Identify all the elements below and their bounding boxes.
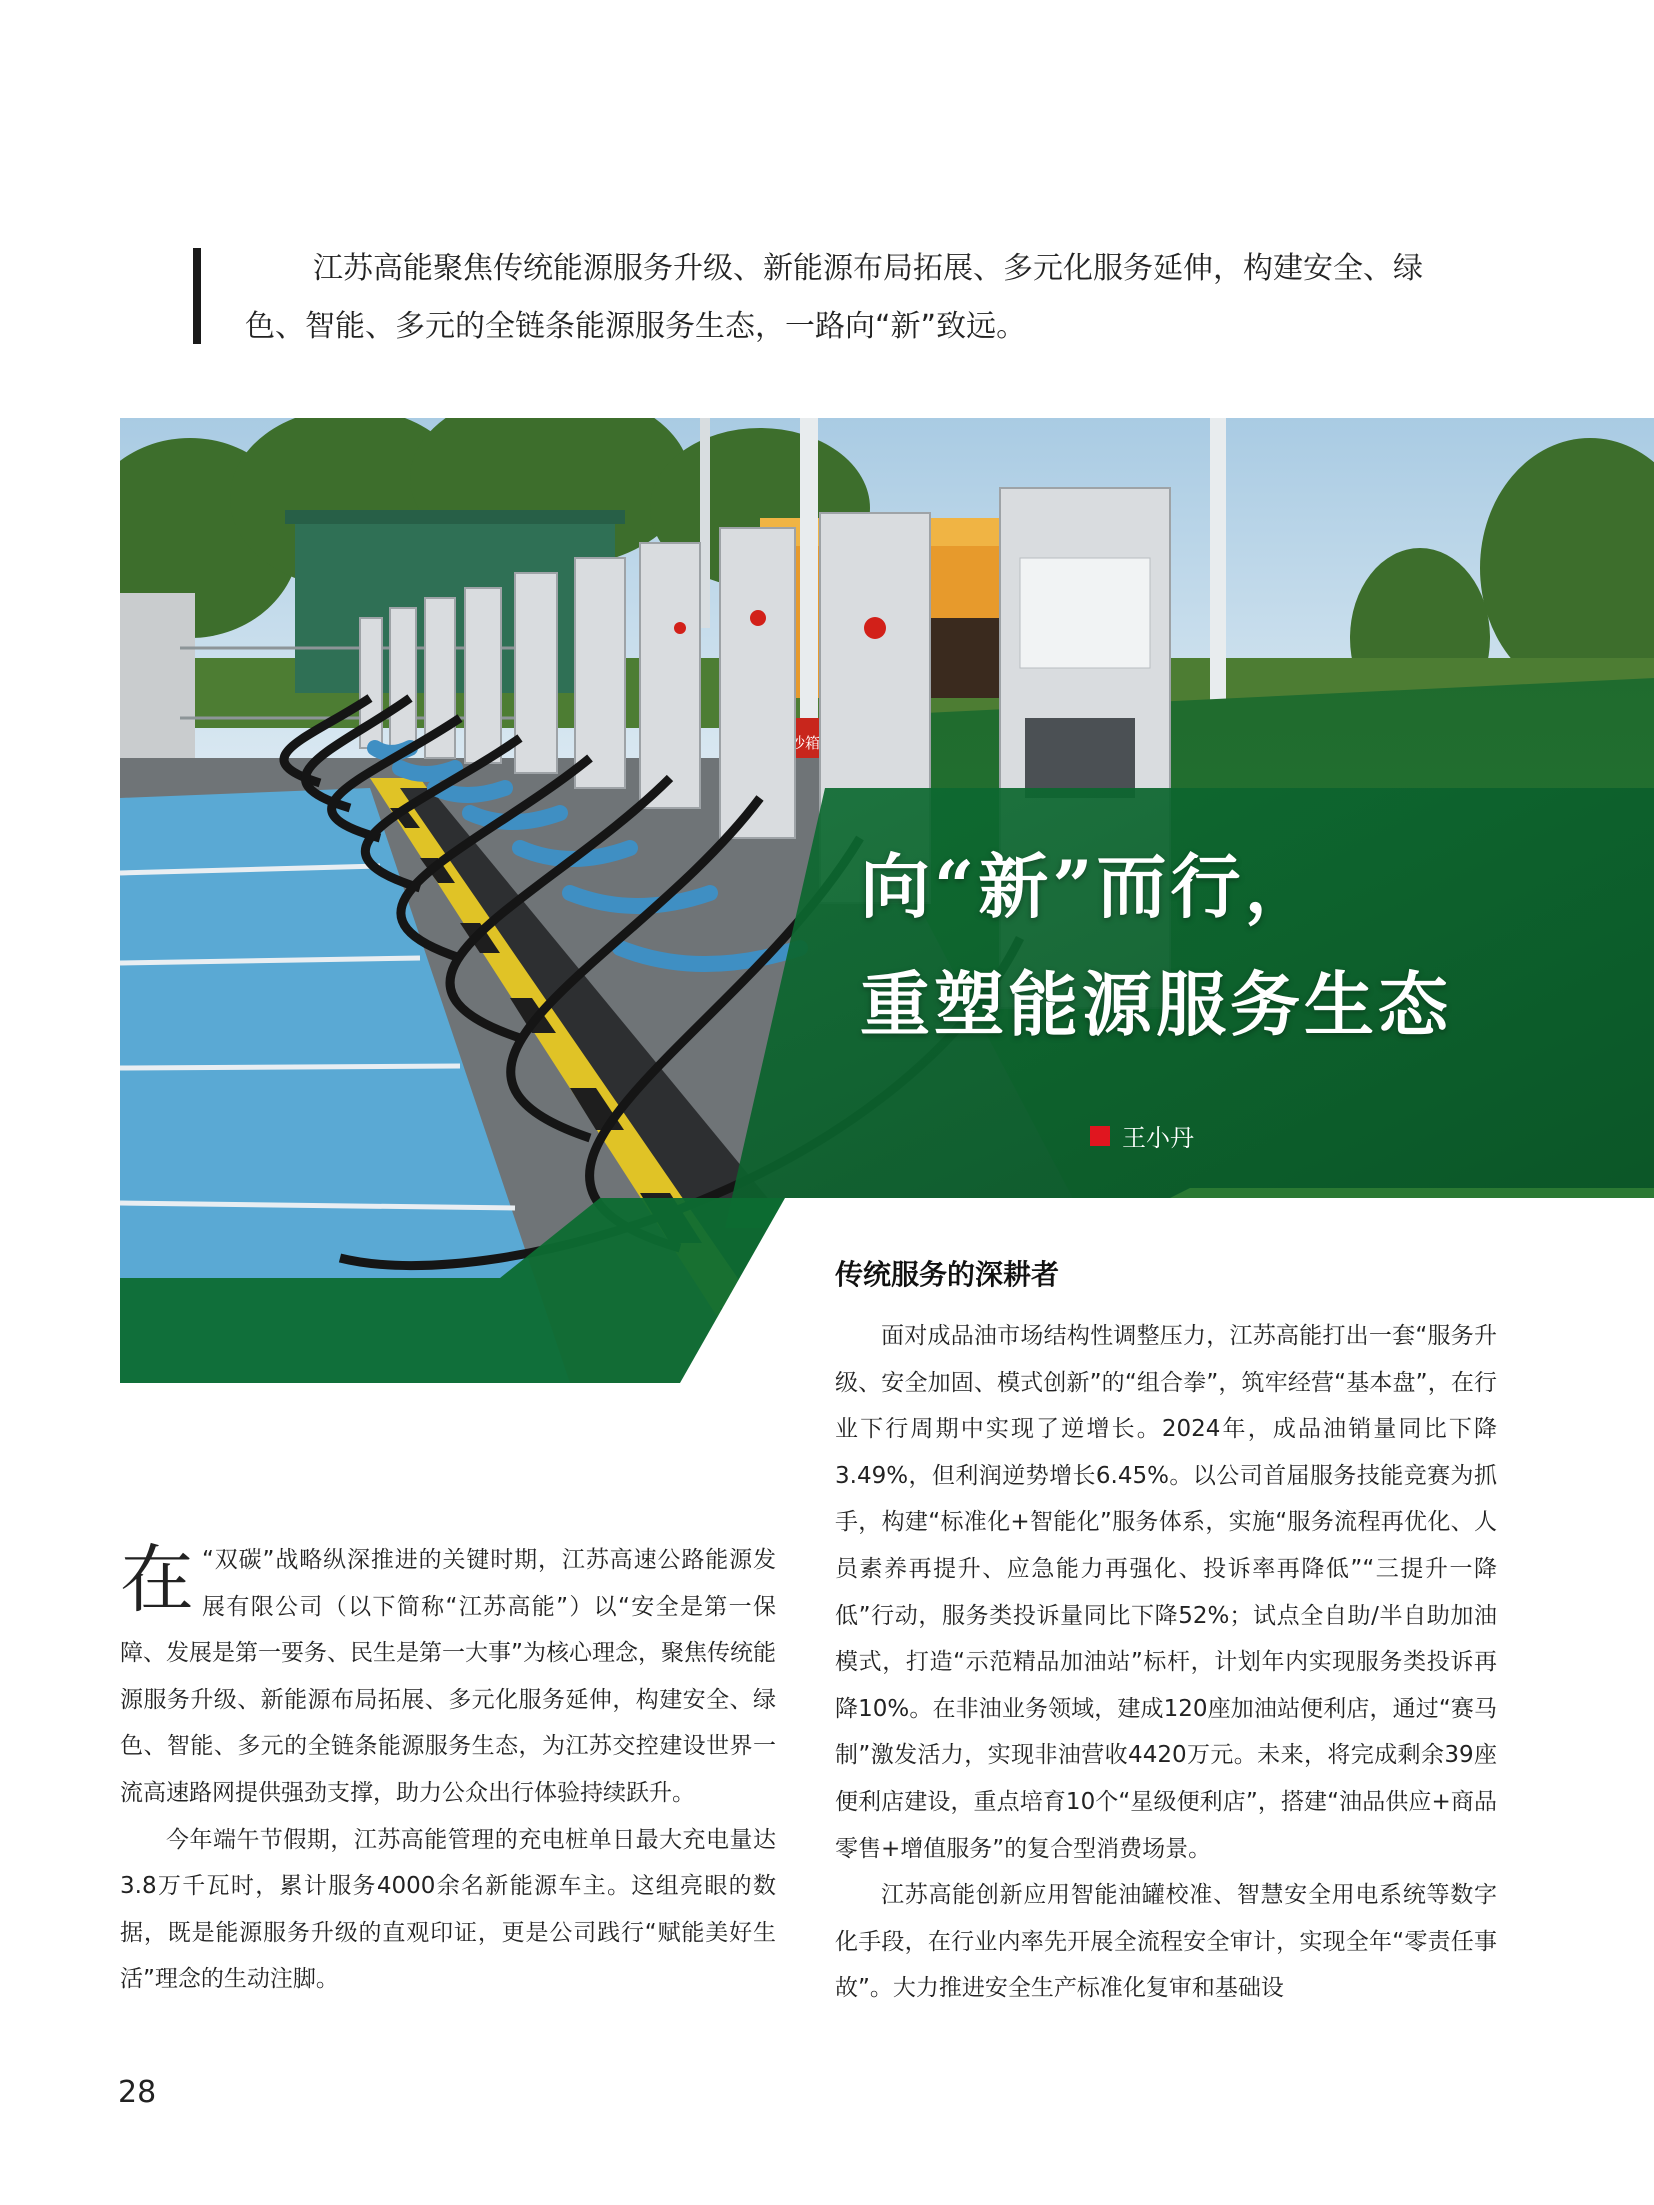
intro-text: “双碳”战略纵深推进的关键时期，江苏高速公路能源发展有限公司（以下简称“江苏高能”）以“安全是第一保障、发展是第一要务、民生是第一大事”为核心理念，聚焦传统能源服务升级、新能源布局拓展、多元化服务延伸，构建安全、绿色、智能、多元的全链条能源服务生态，为江苏交控建设世界一流高速路网提供强劲支撑，助力公众出行体验持续跃升。 <box>120 1547 776 1806</box>
paragraph-2: 今年端午节假期，江苏高能管理的充电桩单日最大充电量达3.8万千瓦时，累计服务4000余名新能源车主。这组亮眼的数据，既是能源服务升级的直观印证，更是公司践行“赋能美好生活”理念的生动注脚。 <box>120 1826 776 1993</box>
title-line-2: 重塑能源服务生态 <box>860 963 1452 1046</box>
lead-paragraph <box>245 240 1435 356</box>
lead-bar <box>193 248 201 344</box>
red-square-icon <box>1090 1126 1110 1146</box>
intro-paragraph <box>120 1537 776 1817</box>
title-line-1: 向“新”而行， <box>860 845 1319 928</box>
author-byline <box>1090 1118 1194 1153</box>
left-column <box>120 1537 776 2003</box>
lead-text: 江苏高能聚焦传统能源服务升级、新能源布局拓展、多元化服务延伸，构建安全、绿色、智能、多元的全链条能源服务生态，一路向“新”致远。 <box>245 251 1423 344</box>
article-title <box>860 828 1580 1064</box>
hero-image <box>120 418 1654 1383</box>
section-heading: 传统服务的深耕者 <box>835 1258 1060 1291</box>
paragraph-3: 面对成品油市场结构性调整压力，江苏高能打出一套“服务升级、安全加固、模式创新”的“组合拳”，筑牢经营“基本盘”，在行业下行周期中实现了逆增长。2024年，成品油销量同比下降3.49%，但利润逆势增长6.45%。以公司首届服务技能竞赛为抓手，构建“标准化+智能化”服务体系，实施“服务流程再优化、人员素养再提升、应急能力再强化、投诉率再降低”“三提升一降低”行动，服务类投诉量同比下降52%；试点全自助/半自助加油模式，打造“示范精品加油站”标杆，计划年内实现服务类投诉再降10%。在非油业务领域，建成120座加油站便利店，通过“赛马制”激发活力，实现非油营收4420万元。未来，将完成剩余39座便利店建设，重点培育10个“星级便利店”，搭建“油品供应+商品零售+增值服务”的复合型消费场景。 <box>835 1323 1497 1862</box>
drop-cap: 在 <box>120 1537 194 1623</box>
page-number: 28 <box>118 2075 157 2110</box>
author-name: 王小丹 <box>1122 1124 1194 1152</box>
right-column <box>835 1255 1497 2012</box>
paragraph-4: 江苏高能创新应用智能油罐校准、智慧安全用电系统等数字化手段，在行业内率先开展全流程安全审计，实现全年“零责任事故”。大力推进安全生产标准化复审和基础设 <box>835 1882 1497 2002</box>
